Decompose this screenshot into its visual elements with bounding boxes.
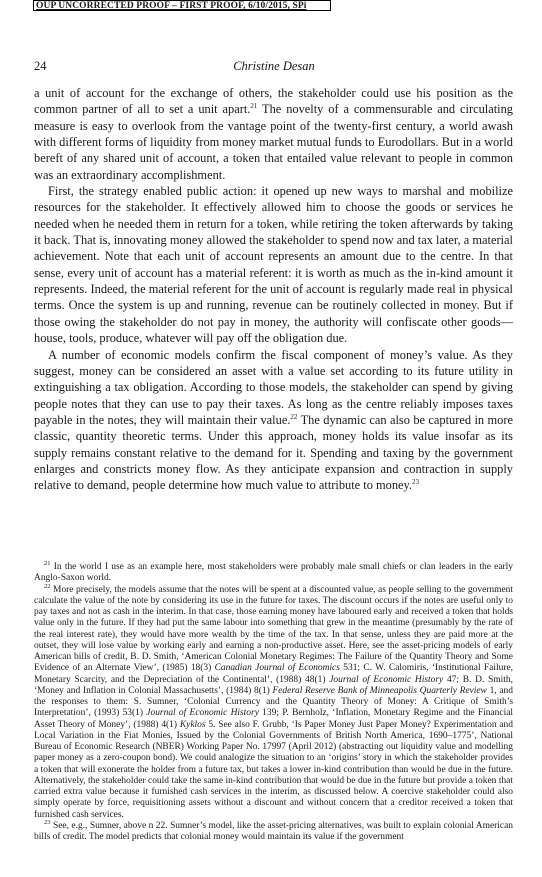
text-run: The dynamic can also be captured in more classic, quantity theoretic terms. Under this approach, money holds its value insofar as its supply remains constant relative to the demand for it. Spending and taxing by the government enlarges and constricts money flow. As they anticipate expansion and contraction in supply relative to demand, people determine how much value to attribute to money.	[34, 412, 513, 493]
text-run: 47; B. D. Smith, ‘Money and Inflation in Colonial Massachusetts’, (1984) 8(1)	[34, 674, 513, 696]
text-run: 5. See also F. Grubb, ‘Is Paper Money Just Paper Money? Experimentation and Local Variation in the Fiat Monies, Issued by the Colonial Governments of British North America, 1690–1775’, National Bureau of Economic Research (NBER) Working Paper No. 17997 (April 2012) (abstracting out liquidity value and modelling paper money as a zero-coupon bond). We could analogize the situation to an ‘origins’ story in which the stakeholder provides a token that will exonerate the holder from a future tax, but takes a lower in-kind contribution than would be due in the future. Alternatively, the stakeholder could take the same in-kind contribution that would be due in the future but provide a token that carried extra value because it furnished cash services in the interim, as discussed below. A coercive stakeholder could also simply operate by force, requisitioning assets without a discount and without concern that a creditor received a token that furnished cash services.	[34, 719, 513, 820]
paragraph	[34, 85, 513, 183]
text-run: In the world I use as an example here, most stakeholders were probably male small chiefs or clan leaders in the early Anglo-Saxon world.	[34, 562, 513, 584]
paragraph	[34, 183, 513, 346]
footnote-number: 22	[44, 582, 51, 590]
proof-banner: OUP UNCORRECTED PROOF – FIRST PROOF, 6/10/2015, SPi	[33, 0, 331, 11]
paragraph	[34, 347, 513, 494]
footnote	[34, 582, 514, 821]
text-run: The novelty of a commensurable and circulating measure is easy to overlook from the vantage point of the twenty-first century, a world awash with different forms of liquidity from money market mutual funds to Eurodollars. But in a world bereft of any shared unit of account, a token that entailed value relevant to people in common was an extraordinary accomplishment.	[34, 102, 513, 182]
citation-title: Canadian Journal of Economics	[214, 663, 340, 674]
footnote	[34, 818, 513, 844]
page-number: 24	[34, 59, 47, 73]
citation-title: Journal of Economic History	[146, 708, 259, 719]
author-name: Christine Desan	[233, 59, 315, 73]
text-run: See, e.g., Sumner, above n 22. Sumner’s model, like the asset-pricing alternatives, was built to explain colonial American bills of credit. The model predicts that colonial money would maintain its value if the government	[34, 820, 513, 842]
text-run: a unit of account for the exchange of others, the stakeholder could use his position as the common partner of all to set a unit apart.	[34, 86, 513, 117]
footnote-ref: 22	[290, 412, 298, 421]
text-run: A number of economic models confirm the fiscal component of money’s value. As they suggest, money can be considered an asset with a value set according to its future utility in extinguishing a tax obligation. According to those models, the stakeholder can spend by giving people notes that they can use to pay their taxes. As long as the centre reliably imposes taxes payable in the notes, they will maintain their value.	[34, 347, 513, 427]
text-run: 1, and the responses to them: S. Sumner, ‘Colonial Currency and the Quantity Theory of Money: A Critique of Smith’s Interpretation’, (1993) 53(1)	[34, 685, 513, 719]
citation-title: Journal of Economic History	[329, 674, 444, 685]
citation-title: Federal Reserve Bank of Minneapolis Quarterly Review	[272, 685, 487, 696]
footnote-number: 23	[44, 818, 51, 826]
citation-title: Kyklos	[179, 719, 206, 730]
text-run: More precisely, the models assume that the notes will be spent at a discounted value, as people selling to the government calculate the value of the note by considering its use in the future for taxes. The discount occurs if the notes are useful only to pay taxes and not as cash in the interim. In that case, those earning money have laboured early and received a token that holds value only in the future. If they had put the same labour into something that grew in the meantime (presumably by the rate of the real interest rate), they would have more wealth by the time of the tax. In that sense, unless they are paid more at the outset, they will lose value by working early and earning a non-productive asset. Here, see the asset-pricing models of early American bills of credit, B. D. Smith, ‘American Colonial Monetary Regimes: The Failure of the Quantity Theory and Some Evidence of an Alternate View’, (1985) 18(3)	[34, 584, 513, 674]
text-run: 531; C. W. Calomiris, ‘Institutional Failure, Monetary Scarcity, and the Depreciation of the Continental’, (1988) 48(1)	[34, 663, 513, 685]
footnote-number: 21	[44, 559, 51, 567]
footnotes	[34, 559, 514, 843]
body-text	[34, 85, 513, 494]
running-header	[34, 59, 514, 74]
footnote-ref: 23	[412, 478, 420, 487]
footnote	[34, 559, 513, 585]
text-run: 139; P. Bernholz, ‘Inflation, Monetary Regime and the Financial Asset Theory of Money’, (1988) 4(1)	[34, 708, 514, 730]
text-run: First, the strategy enabled public action: it opened up new ways to marshal and mobilize resources for the stakeholder. It effectively allowed him to choose the goods or services he needed when he needed them in return for a token, while retiring the token afterwards by taking it back. That is, innovating money allowed the stakeholder to spend now and tax later, a material achievement. Note that each unit of account represents an amount due to the centre. In that sense, every unit of account has a material referent: it is worth as much as the in-kind amount it represents. Indeed, the material referent for the unit of account is regularly made real in physical terms. Once the system is up and running, revenue can be routinely collected in money. But if those owing the stakeholder do not pay in money, the authority will confiscate other goods—house, tools, produce, whatever will pay off the obligation due.	[34, 184, 513, 346]
footnote-ref: 21	[250, 102, 258, 111]
